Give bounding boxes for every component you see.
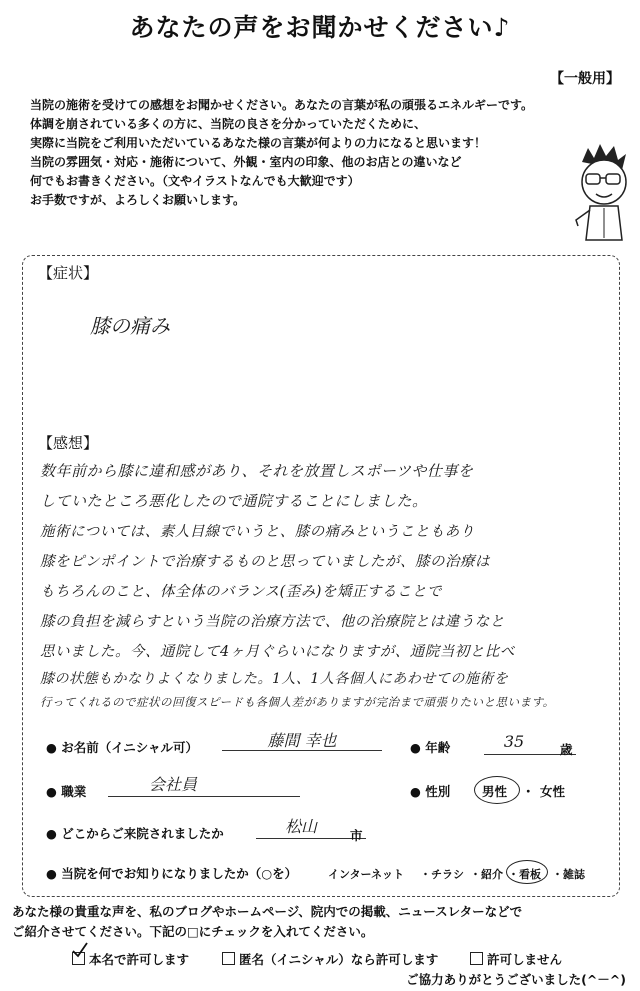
permission-notice	[12, 902, 632, 942]
intro-line: 体調を崩されている多くの方に、当院の良さを分かっていただくために、	[30, 117, 427, 131]
source-label-text: 当院を何でお知りになりましたか（○を）	[61, 866, 298, 881]
option-initial[interactable]	[222, 950, 438, 968]
from-unit: 市	[350, 828, 363, 843]
intro-line: 実際に当院をご利用いただいているあなた様の言葉が何よりの力になると思います！	[30, 136, 487, 150]
permission-line: ご紹介させてください。下記の□にチェックを入れてください。	[12, 924, 374, 939]
permission-line: あなた様の貴重な声を、私のブログやホームページ、院内での掲載、ニュースレターなどで	[12, 904, 523, 919]
option-none[interactable]	[470, 950, 562, 968]
age-label-text: 年齢	[425, 740, 451, 755]
source-option-magazine[interactable]: ・雑誌	[552, 868, 585, 881]
impression-line: 思いました。今、通院して4ヶ月ぐらいになりますが、通院当初と比べ	[40, 644, 515, 660]
checkbox-none[interactable]	[470, 952, 483, 965]
category-label: 【一般用】	[550, 71, 620, 87]
sex-female[interactable]: 女性	[540, 784, 566, 799]
impression-line: 施術については、素人目線でいうと、膝の痛みということもあり	[40, 524, 475, 540]
from-label-text: どこからご来院されましたか	[61, 826, 224, 841]
intro-line: 当院の雰囲気・対応・施術について、外観・室内の印象、他のお店との違いなど	[30, 155, 462, 169]
impression-line: 膝の負担を減らすという当院の治療方法で、他の治療院とは違うなと	[40, 614, 505, 630]
impression-line: 行ってくれるので症状の回復スピードも各個人差がありますが完治まで頑張りたいと思います。	[40, 695, 555, 709]
from-value: 松山	[284, 817, 317, 836]
sex-male[interactable]: 男性	[482, 784, 508, 799]
checkbox-initial[interactable]	[222, 952, 235, 965]
name-label-text: お名前（イニシャル可）	[61, 740, 199, 755]
page-title: あなたの声をお聞かせください♪	[129, 13, 511, 42]
sex-label-text: 性別	[425, 784, 451, 799]
form-box	[22, 255, 620, 897]
mascot-illustration	[568, 140, 638, 250]
option-none-label: 許可しません	[487, 952, 563, 967]
impression-line: 膝の状態もかなりよくなりました。1人、1人各個人にあわせての施術を	[40, 671, 509, 687]
impression-line: していたところ悪化したので通院することにしました。	[40, 492, 428, 510]
sex-separator: ・	[522, 784, 535, 799]
check-mark-icon	[70, 940, 90, 960]
age-unit: 歳	[560, 742, 573, 757]
from-label: ● どこからご来院されましたか	[46, 826, 224, 841]
intro-line: 当院の施術を受けての感想をお聞かせください。あなたの言葉が私の頑張るエネルギーです。	[30, 98, 534, 112]
age-value: 35	[503, 732, 525, 751]
source-option-signboard[interactable]: ・看板	[508, 868, 541, 881]
sex-label: ● 性別	[410, 784, 451, 799]
age-label: ● 年齢	[410, 740, 451, 755]
intro-text	[30, 96, 590, 210]
option-real-name-label: 本名で許可します	[89, 952, 190, 967]
impression-line: 膝をピンポイントで治療するものと思っていましたが、膝の治療は	[40, 554, 490, 570]
job-label: ● 職業	[46, 784, 87, 799]
symptom-answer: 膝の痛み	[90, 314, 170, 338]
impression-line: もちろんのこと、体全体のバランス(歪み)を矯正することで	[40, 584, 442, 600]
source-option-internet[interactable]: インターネット	[328, 868, 405, 881]
source-option-flyer[interactable]: ・チラシ	[420, 868, 464, 881]
job-value: 会社員	[148, 775, 197, 794]
intro-line: 何でもお書きください。（文やイラストなんでも大歓迎です）	[30, 174, 360, 188]
option-initial-label: 匿名（イニシャル）なら許可します	[239, 952, 439, 967]
thanks-message: ご協力ありがとうございました(^－^)	[406, 972, 626, 987]
source-option-referral[interactable]: ・紹介	[470, 868, 503, 881]
name-label: ● お名前（イニシャル可）	[46, 740, 199, 755]
impression-line: 数年前から膝に違和感があり、それを放置しスポーツや仕事を	[40, 462, 474, 480]
intro-line: お手数ですが、よろしくお願いします。	[30, 193, 246, 207]
symptom-label: 【症状】	[38, 264, 99, 282]
impression-label: 【感想】	[38, 434, 99, 452]
job-label-text: 職業	[61, 784, 87, 799]
source-label: ● 当院を何でお知りになりましたか（○を）	[46, 866, 298, 881]
name-value: 藤間 幸也	[267, 731, 337, 750]
